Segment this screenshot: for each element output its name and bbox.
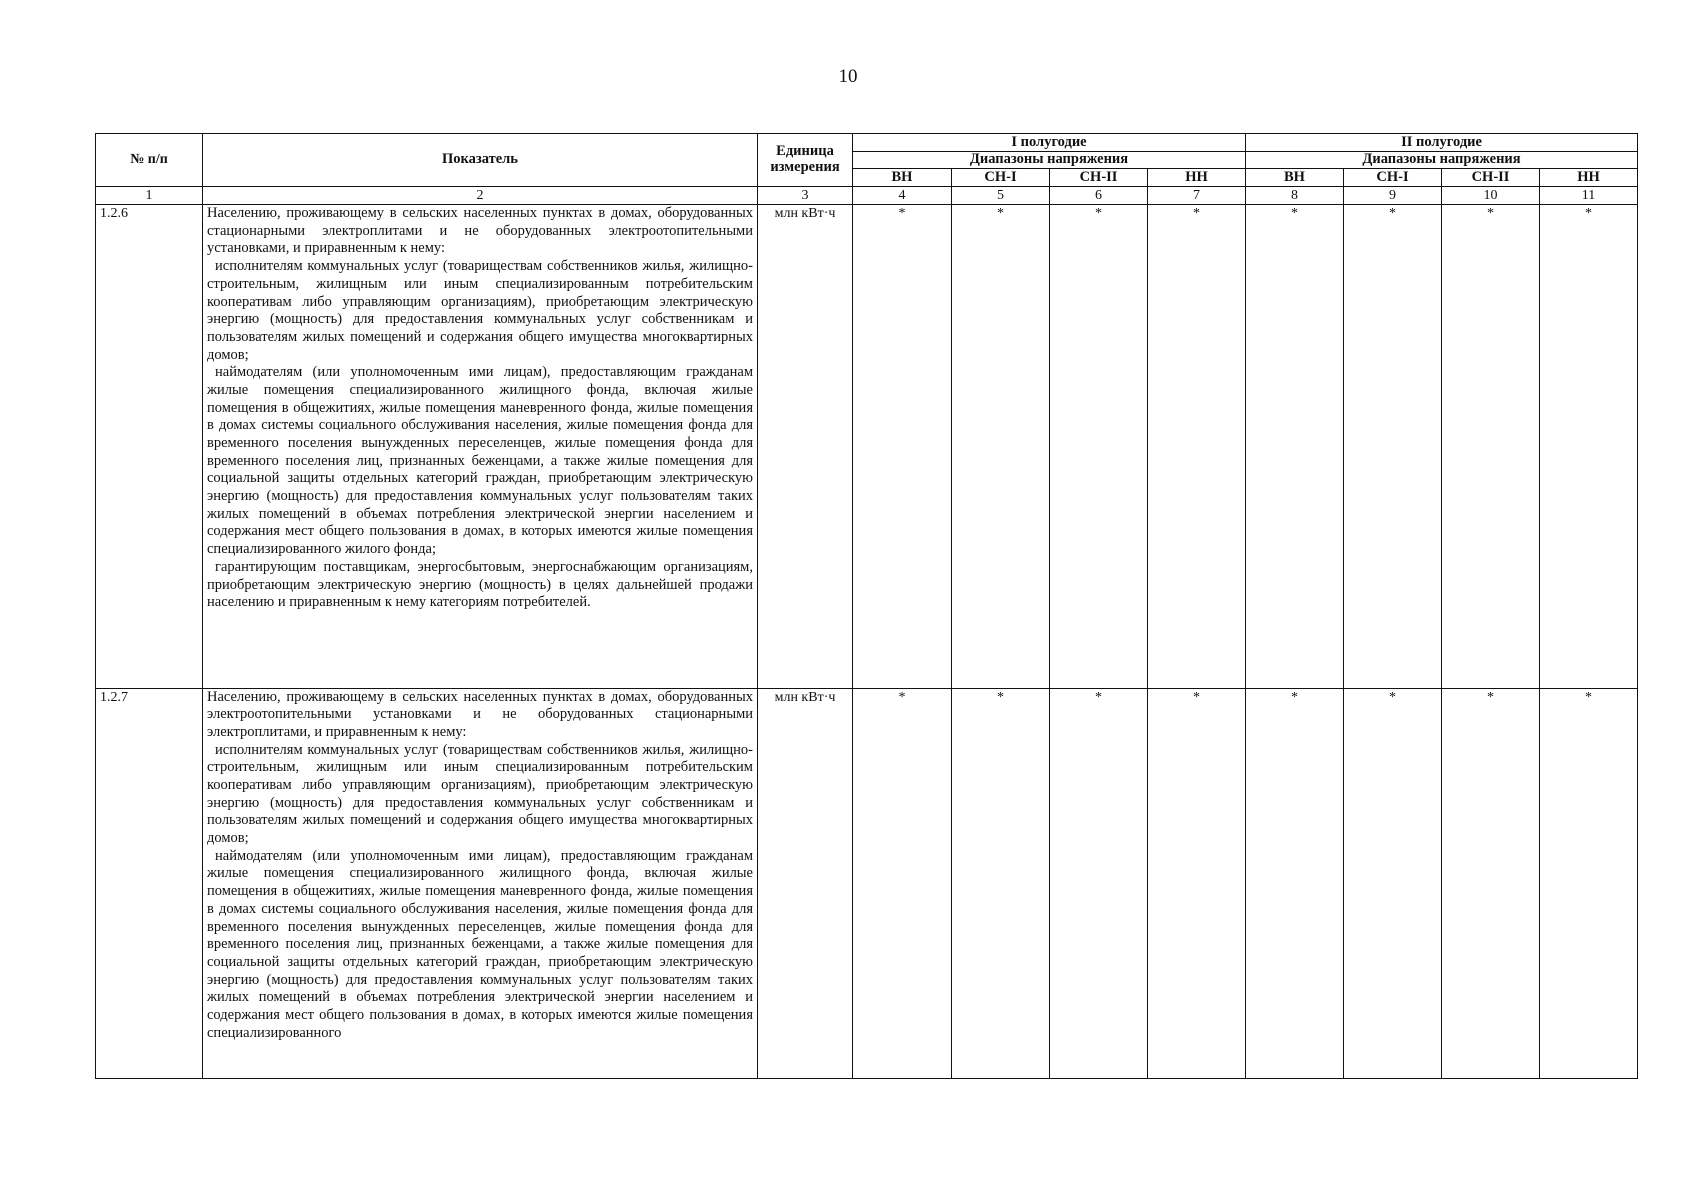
column-index: 5 xyxy=(952,187,1050,205)
value-cell: * xyxy=(1148,205,1246,689)
header-indicator: Показатель xyxy=(203,134,758,187)
row-code: 1.2.7 xyxy=(96,688,203,1078)
table-row xyxy=(96,205,1638,689)
description-paragraph: гарантирующим поставщикам, энергосбытовым, энергоснабжающим организациям, приобретающим электрическую энергию (мощность) в целях дальнейшей продажи населению и приравненным к нему категориям потребителей. xyxy=(207,558,753,611)
header-num: № п/п xyxy=(96,134,203,187)
header-col-sn1: СН-I xyxy=(1344,169,1442,187)
header-col-nn: НН xyxy=(1148,169,1246,187)
row-code: 1.2.6 xyxy=(96,205,203,689)
column-index: 3 xyxy=(758,187,853,205)
value-cell: * xyxy=(1050,688,1148,1078)
table-row xyxy=(96,688,1638,1078)
indicators-table xyxy=(95,133,1638,1079)
column-index: 6 xyxy=(1050,187,1148,205)
column-index: 9 xyxy=(1344,187,1442,205)
value-cell: * xyxy=(952,688,1050,1078)
description-paragraph: наймодателям (или уполномоченным ими лицам), предоставляющим гражданам жилые помещения специализированного жилищного фонда, включая жилые помещения в общежитиях, жилые помещения маневренного фонда, жилые помещения в домах системы социального обслуживания населения, жилые помещения фонда для временного поселения вынужденных переселенцев, жилые помещения фонда для временного поселения лиц, признанных беженцами, а также жилые помещения для социальной защиты отдельных категорий граждан, приобретающим электрическую энергию (мощность) для предоставления коммунальных услуг пользователям таких жилых помещений в объемах потребления электрической энергии населением и содержания мест общего пользования в домах, в которых имеются жилые помещения специализированного xyxy=(207,847,753,1041)
value-cell: * xyxy=(853,205,952,689)
description-paragraph: Населению, проживающему в сельских населенных пунктах в домах, оборудованных стационарными электроплитами и не оборудованных электроотопительными установками, и приравненным к нему: xyxy=(207,205,753,257)
header-ranges-half2: Диапазоны напряжения xyxy=(1246,152,1638,169)
value-cell: * xyxy=(853,688,952,1078)
header-col-sn2: СН-II xyxy=(1050,169,1148,187)
header-col-sn1: СН-I xyxy=(952,169,1050,187)
row-unit: млн кВт·ч xyxy=(758,205,853,689)
value-cell: * xyxy=(1148,688,1246,1078)
description-paragraph: наймодателям (или уполномоченным ими лицам), предоставляющим гражданам жилые помещения специализированного жилищного фонда, включая жилые помещения в общежитиях, жилые помещения маневренного фонда, жилые помещения в домах системы социального обслуживания населения, жилые помещения фонда для временного поселения вынужденных переселенцев, жилые помещения фонда для временного поселения лиц, признанных беженцами, а также жилые помещения для социальной защиты отдельных категорий граждан, приобретающим электрическую энергию (мощность) для предоставления коммунальных услуг пользователям таких жилых помещений в объемах потребления электрической энергии населением и содержания мест общего пользования в домах, в которых имеются жилые помещения специализированного жилого фонда; xyxy=(207,364,753,558)
value-cell: * xyxy=(1344,688,1442,1078)
description-paragraph: исполнителям коммунальных услуг (товариществам собственников жилья, жилищно-строительным, жилищным или иным специализированным потребительским кооперативам либо управляющим организациям), приобретающим электрическую энергию (мощность) для предоставления коммунальных услуг собственникам и пользователям жилых помещений и содержания общего имущества многоквартирных домов; xyxy=(207,258,753,363)
column-index: 1 xyxy=(96,187,203,205)
value-cell: * xyxy=(1246,688,1344,1078)
header-half1: I полугодие xyxy=(853,134,1246,152)
page-number: 10 xyxy=(838,66,858,87)
header-col-vn: ВН xyxy=(853,169,952,187)
column-index: 7 xyxy=(1148,187,1246,205)
value-cell: * xyxy=(1442,205,1540,689)
value-cell: * xyxy=(1540,688,1638,1078)
header-ranges-half1: Диапазоны напряжения xyxy=(853,152,1246,169)
row-unit: млн кВт·ч xyxy=(758,688,853,1078)
header-half2: II полугодие xyxy=(1246,134,1638,152)
column-index-row xyxy=(96,187,1638,205)
row-description xyxy=(203,205,758,689)
column-index: 4 xyxy=(853,187,952,205)
value-cell: * xyxy=(1442,688,1540,1078)
header-col-sn2: СН-II xyxy=(1442,169,1540,187)
column-index: 11 xyxy=(1540,187,1638,205)
value-cell: * xyxy=(1246,205,1344,689)
value-cell: * xyxy=(1344,205,1442,689)
value-cell: * xyxy=(1050,205,1148,689)
header-unit: Единица измерения xyxy=(758,134,853,187)
column-index: 2 xyxy=(203,187,758,205)
description-paragraph: Населению, проживающему в сельских населенных пунктах в домах, оборудованных электроотопительными установками и не оборудованных стационарными электроплитами, и приравненным к нему: xyxy=(207,688,753,740)
description-paragraph: исполнителям коммунальных услуг (товариществам собственников жилья, жилищно-строительным, жилищным или иным специализированным потребительским кооперативам либо управляющим организациям), приобретающим электрическую энергию (мощность) для предоставления коммунальных услуг собственникам и пользователям жилых помещений и содержания общего имущества многоквартирных домов; xyxy=(207,741,753,847)
value-cell: * xyxy=(952,205,1050,689)
value-cell: * xyxy=(1540,205,1638,689)
header-col-nn: НН xyxy=(1540,169,1638,187)
column-index: 8 xyxy=(1246,187,1344,205)
column-index: 10 xyxy=(1442,187,1540,205)
header-col-vn: ВН xyxy=(1246,169,1344,187)
row-description xyxy=(203,688,758,1078)
